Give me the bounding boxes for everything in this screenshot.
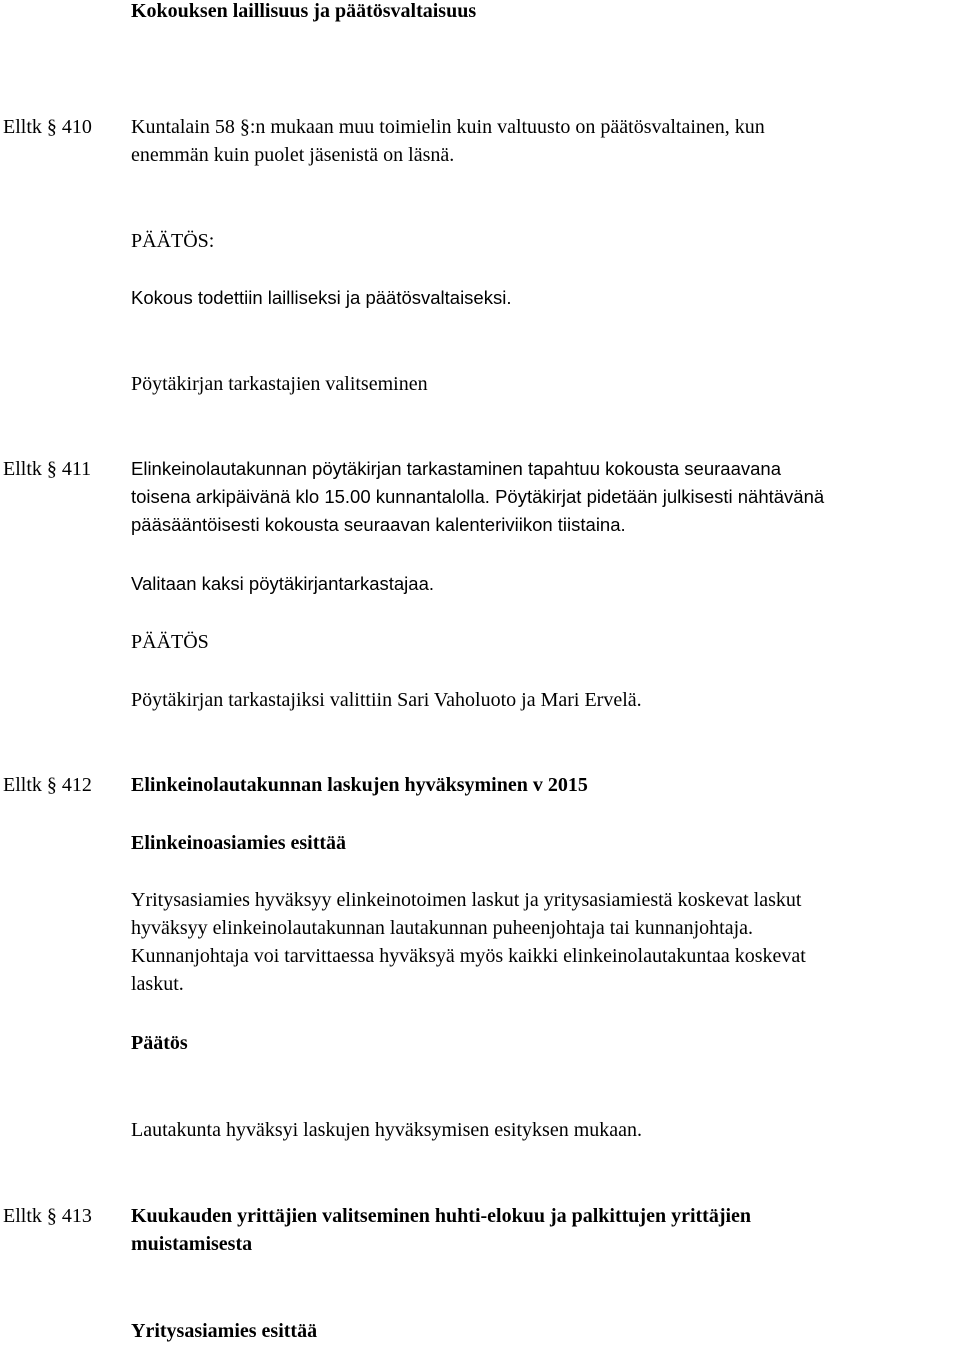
section-heading-lawfulness: Kokouksen laillisuus ja päätösvaltaisuus	[131, 0, 477, 22]
decision-heading-410: PÄÄTÖS:	[131, 230, 215, 252]
section-410-body	[131, 113, 960, 169]
decision-heading-411: PÄÄTÖS	[131, 631, 209, 653]
section-410-line: Kuntalain 58 §:n mukaan muu toimielin kuin valtuusto on päätösvaltainen, kun	[131, 116, 765, 138]
section-412-line: laskut.	[131, 973, 184, 995]
decision-heading-412: Päätös	[131, 1032, 188, 1054]
section-412-body	[131, 886, 960, 998]
section-411-line: pääsääntöisesti kokousta seuraavan kalenteriviikon tiistaina.	[131, 514, 626, 535]
decision-text-410: Kokous todettiin lailliseksi ja päätösvaltaiseksi.	[131, 287, 512, 308]
section-label-410: Elltk § 410	[3, 116, 92, 138]
decision-text-412: Lautakunta hyväksyi laskujen hyväksymisen esityksen mukaan.	[131, 1119, 643, 1141]
presenter-412: Elinkeinoasiamies esittää	[131, 832, 347, 854]
section-411-line: Elinkeinolautakunnan pöytäkirjan tarkastaminen tapahtuu kokousta seuraavana	[131, 458, 781, 479]
section-title-412: Elinkeinolautakunnan laskujen hyväksyminen v 2015	[131, 774, 588, 796]
proposal-411: Valitaan kaksi pöytäkirjantarkastajaa.	[131, 573, 435, 594]
section-title-413-line: Kuukauden yrittäjien valitseminen huhti-elokuu ja palkittujen yrittäjien	[131, 1205, 752, 1227]
section-label-411: Elltk § 411	[3, 458, 92, 480]
section-412-line: hyväksyy elinkeinolautakunnan lautakunnan puheenjohtaja tai kunnanjohtaja.	[131, 917, 754, 939]
section-412-line: Kunnanjohtaja voi tarvittaessa hyväksyä myös kaikki elinkeinolautakuntaa koskevat	[131, 945, 806, 967]
section-411-body	[131, 455, 960, 539]
section-label-413: Elltk § 413	[3, 1205, 92, 1227]
decision-text-411: Pöytäkirjan tarkastajiksi valittiin Sari Vaholuoto ja Mari Ervelä.	[131, 689, 642, 711]
section-label-412: Elltk § 412	[3, 774, 92, 796]
section-title-413	[131, 1202, 960, 1258]
section-411-line: toisena arkipäivänä klo 15.00 kunnantalolla. Pöytäkirjat pidetään julkisesti nähtävänä	[131, 486, 825, 507]
section-410-line: enemmän kuin puolet jäsenistä on läsnä.	[131, 144, 455, 166]
presenter-413: Yritysasiamies esittää	[131, 1320, 318, 1342]
section-heading-inspectors: Pöytäkirjan tarkastajien valitseminen	[131, 373, 428, 395]
section-title-413-line: muistamisesta	[131, 1233, 253, 1255]
section-412-line: Yritysasiamies hyväksyy elinkeinotoimen laskut ja yritysasiamiestä koskevat laskut	[131, 889, 802, 911]
